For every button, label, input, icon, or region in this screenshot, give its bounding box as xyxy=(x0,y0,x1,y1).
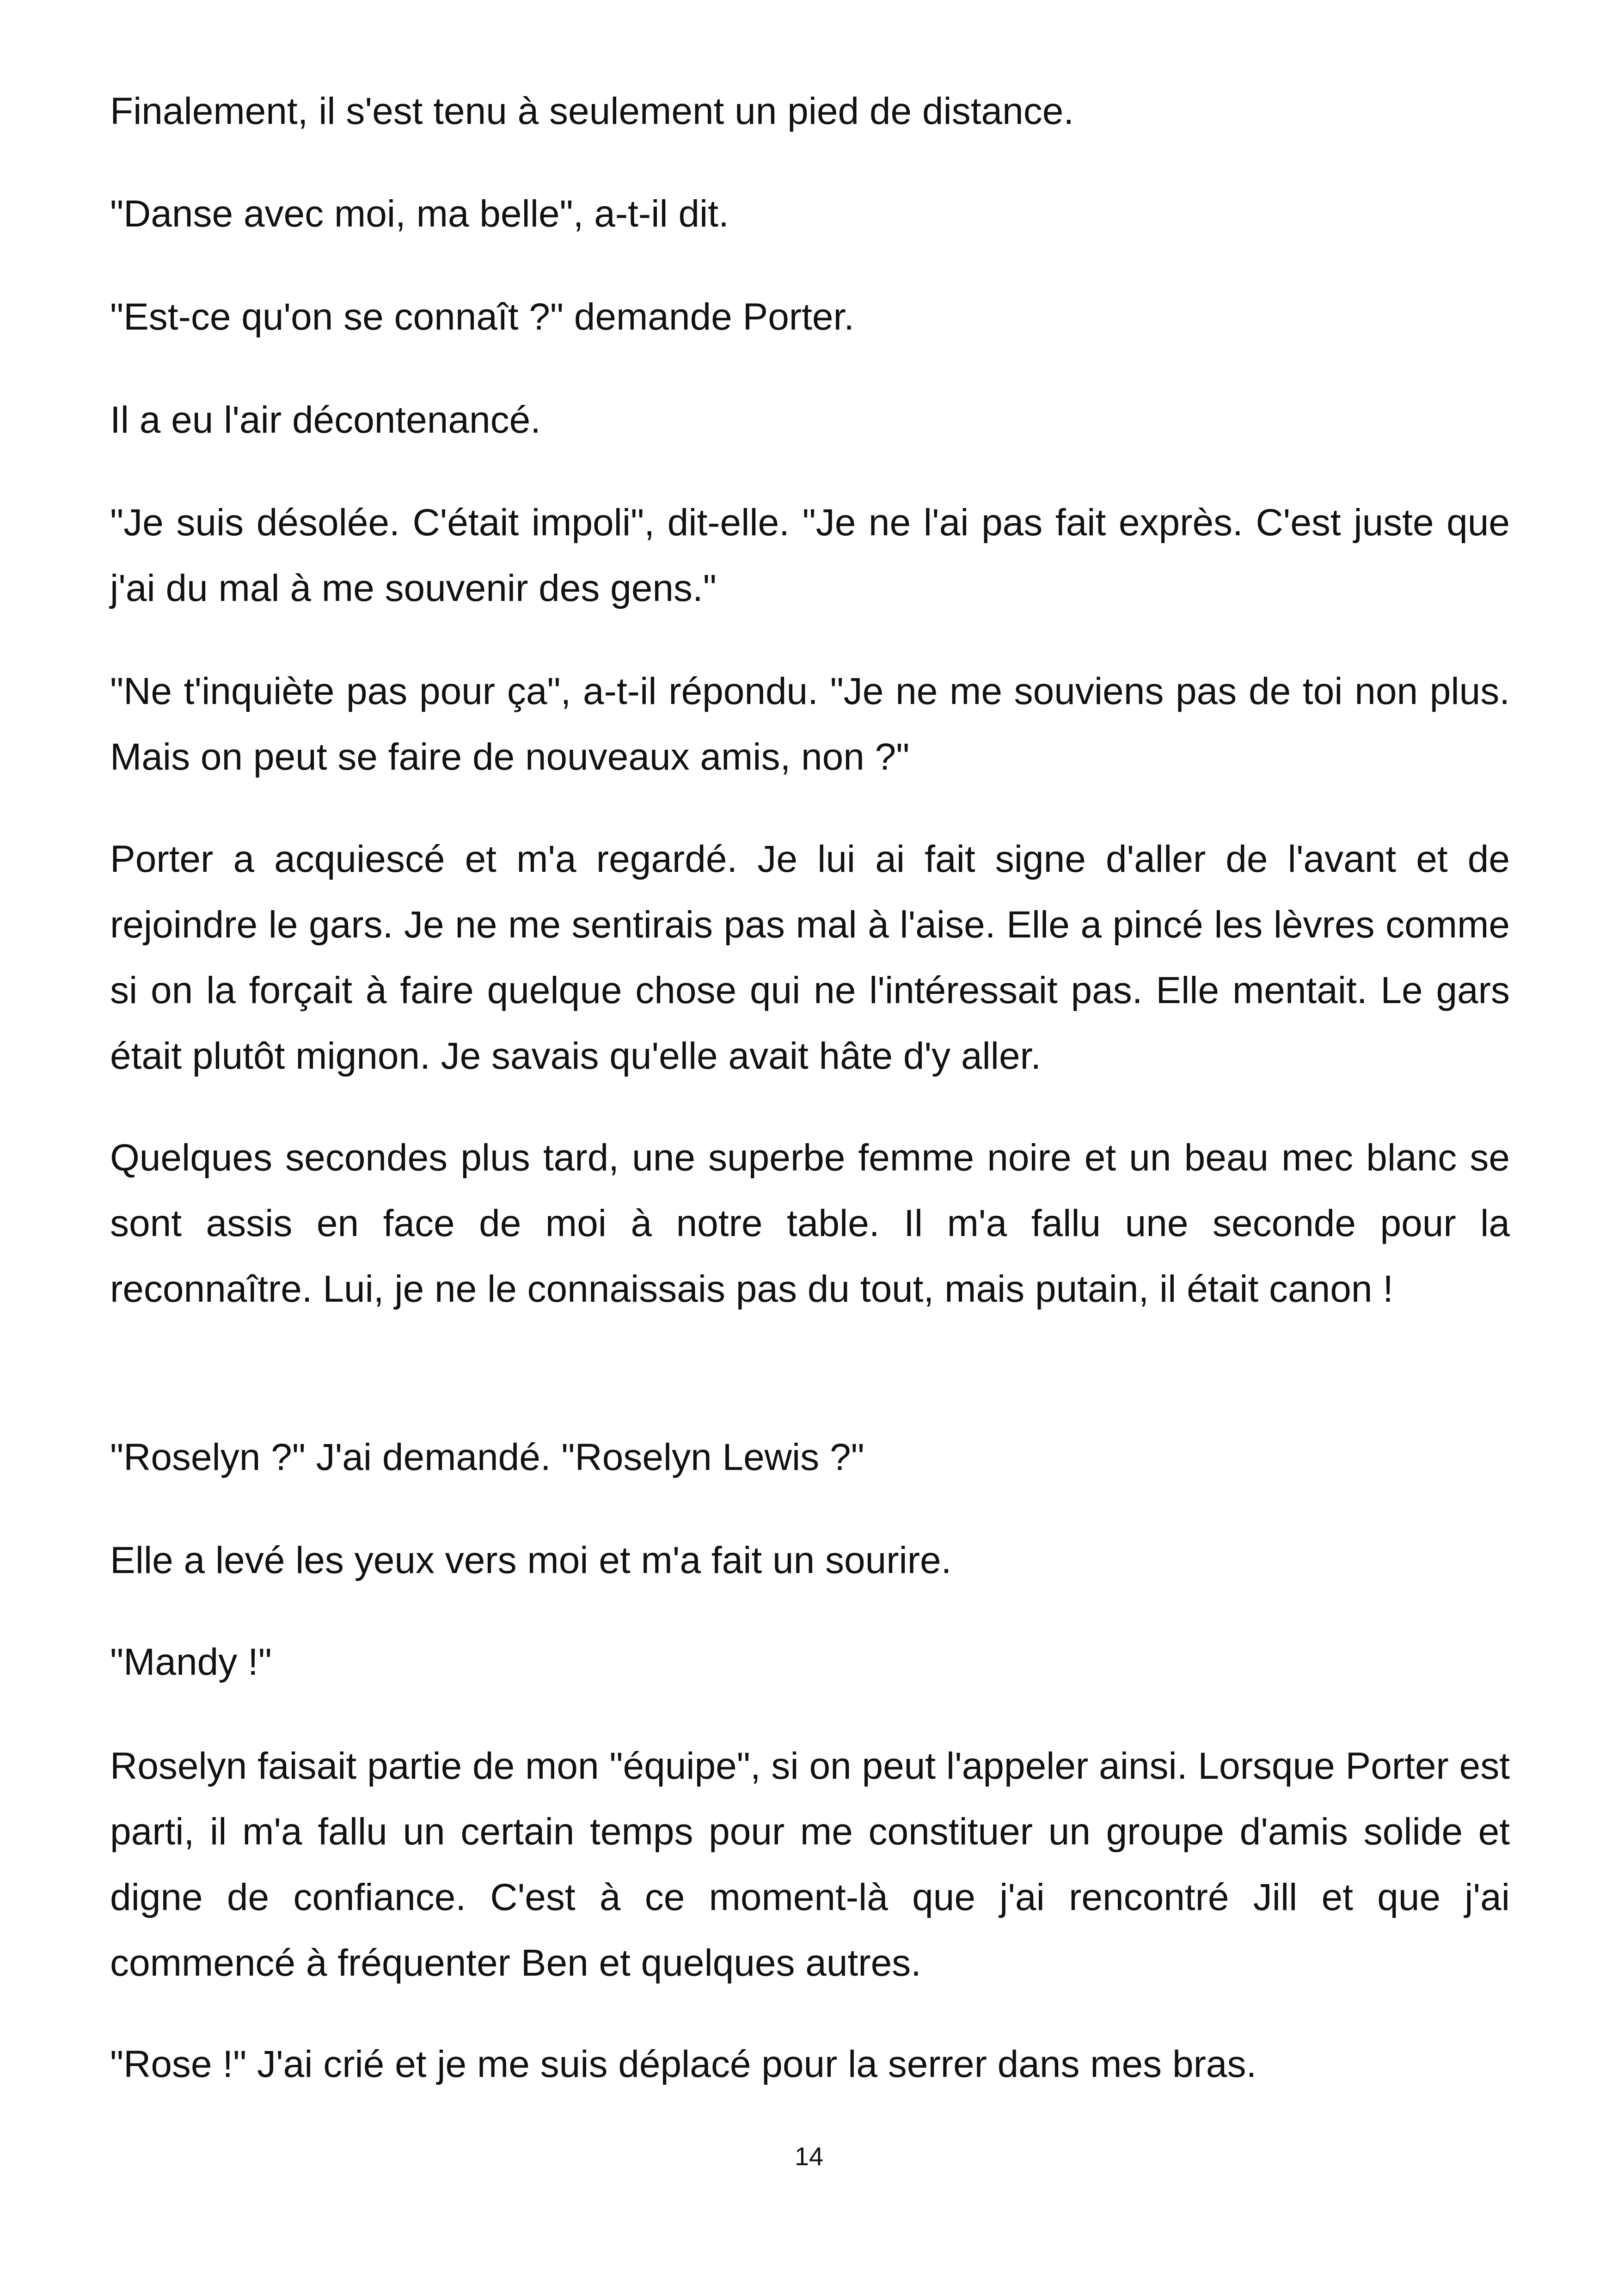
paragraph: Finalement, il s'est tenu à seulement un pied de distance. xyxy=(110,90,1074,132)
paragraph: Porter a acquiescé et m'a regardé. Je lui ai fait signe d'aller de l'avant et de rejoindre le gars. Je ne me sentirais pas mal à l'aise. Elle a pincé les lèvres comme si on la forçait à faire quelque chose qui ne l'intéressait pas. Elle mentait. Le gars était plutôt mignon. Je savais qu'elle avait hâte d'y aller. xyxy=(110,838,1510,1077)
paragraph: "Est-ce qu'on se connaît ?" demande Porter. xyxy=(110,296,855,338)
paragraph: "Rose !" J'ai crié et je me suis déplacé pour la serrer dans mes bras. xyxy=(110,2043,1257,2085)
paragraph: Il a eu l'air décontenancé. xyxy=(110,399,541,441)
paragraph: Roselyn faisait partie de mon "équipe", si on peut l'appeler ainsi. Lorsque Porter est parti, il m'a fallu un certain temps pour me constituer un groupe d'amis solide et digne de confiance. C'est à ce moment-là que j'ai rencontré Jill et que j'ai commencé à fréquenter Ben et quelques autres. xyxy=(110,1745,1510,1984)
paragraph: Elle a levé les yeux vers moi et m'a fait un sourire. xyxy=(110,1539,952,1581)
paragraph: Quelques secondes plus tard, une superbe femme noire et un beau mec blanc se sont assis en face de moi à notre table. Il m'a fallu une seconde pour la reconnaître. Lui, je ne le connaissais pas du tout, mais putain, il était canon ! xyxy=(110,1137,1510,1310)
paragraph: "Ne t'inquiète pas pour ça", a-t-il répondu. "Je ne me souviens pas de toi non plus. Mais on peut se faire de nouveaux amis, non ?" xyxy=(110,670,1510,778)
paragraph: "Danse avec moi, ma belle", a-t-il dit. xyxy=(110,193,729,235)
paragraph: "Roselyn ?" J'ai demandé. "Roselyn Lewis ?" xyxy=(110,1436,864,1478)
paragraph: "Je suis désolée. C'était impoli", dit-elle. "Je ne l'ai pas fait exprès. C'est juste que j'ai du mal à me souvenir des gens." xyxy=(110,502,1510,609)
page-number: 14 xyxy=(794,2142,824,2171)
paragraph: "Mandy !" xyxy=(110,1641,272,1683)
